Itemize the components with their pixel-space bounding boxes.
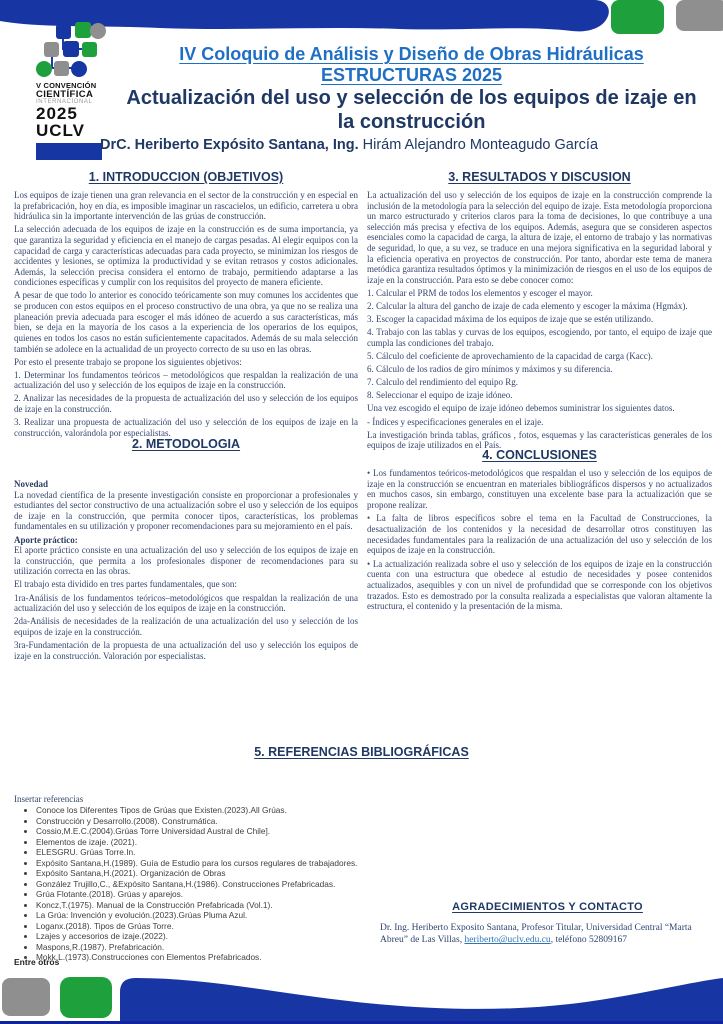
paragraph [14,616,358,637]
green-footer-square [60,977,112,1018]
reference-item: • Maspons,R.(1987). Prefabricación. [36,942,506,952]
section-introduccion [14,170,358,441]
paragraph: 2. Analizar las necesidades de la propuesta de actualización del uso y selección de los equipos de izaje en la construcción. [14,393,358,415]
paragraph: La investigación brinda tablas, gráficos , fotos, esquemas y las características generales de los equipos de izaje utilizados en el País. [367,429,712,451]
paragraph [14,479,358,532]
logo-line-internacional: INTERNACIONAL [36,99,93,106]
logo-squares-icon [36,22,106,80]
paragraph: 7. Calculo del rendimiento del equipo Rg. [367,377,518,388]
email-link[interactable]: heriberto@uclv.edu.cu [464,935,551,946]
logo-line-convencion: V CONVENCIÓN [36,81,97,90]
uclv-convention-logo [36,22,108,160]
reference-item: • Loganx.(2018). Tipos de Grúas Torre. [36,921,506,931]
reference-item: • González Trujillo,C., &Expósito Santana,H.(1986). Construcciones Prefabricadas. [36,879,506,889]
resultados-body [367,190,712,451]
reference-item: • Lzajes y accesorios de izaje.(2022). [36,931,506,941]
paragraph: La selección adecuada de los equipos de izaje en la construcción es de suma importancia, ya que garantiza la seguridad y eficiencia en el manejo de cargas pesadas. Al elegir equipos con la capacidad de carga y características adecuadas para cada proyecto, se minimizan los riesgos de accidentes y lesiones, se optimiza la productividad y se evitan retrasos y costos adicionales. Además, la selección precisa considera el entorno de trabajo, permitiendo adaptarse a las condiciones específicas y cumplir con los requisitos del proyecto de manera eficiente. [14,224,358,288]
reference-item: • ELESGRU. Grúas Torre.In. [36,847,506,857]
paragraph: 4. Trabajo con las tablas y curvas de los equipos, escogiendo, por tanto, el equipo de izaje que cumpla las condiciones del trabajo. [367,327,712,348]
conclusiones-heading: 4. CONCLUSIONES [482,448,597,462]
resultados-heading: 3. RESULTADOS Y DISCUSION [448,170,631,184]
poster-title: Actualización del uso y selección de los equipos de izaje en la construcción [126,87,697,134]
contact-before-email: Dr. Ing. Heriberto Exposito Santana, Profesor Titular, Universidad Central “Marta Abreu” de Las Villas, [380,923,692,946]
paragraph: 5. Cálculo del coeficiente de aprovechamiento de la capacidad de carga (Kacc). [367,351,653,362]
authors-regular: Hirám Alejandro Monteagudo García [358,137,599,153]
referencias-heading: 5. REFERENCIAS BIBLIOGRÁFICAS [254,745,469,759]
paragraph: Una vez escogido el equipo de izaje idóneo debemos suministrar los siguientes datos. [367,403,675,414]
paragraph [14,640,358,661]
logo-line-cientifica: CIENTÍFICA [36,88,94,100]
section-agradecimientos [380,901,715,947]
authors-bold: DrC. Heriberto Expósito Santana, Ing. [100,137,359,153]
authors-line [100,137,700,153]
paragraph [14,593,358,614]
metodologia-heading: 2. METODOLOGIA [131,437,241,451]
logo-blue-bar [36,143,102,160]
paragraph: Los equipos de izaje tienen una gran relevancia en el sector de la construcción y en especial en la prefabricación, hoy en día, es imposible imaginar un rascacielos, un edificio, carretera u obra hidráulica sin la importante intervención de las grúas de construcción. [14,190,358,222]
introduccion-body [14,190,358,438]
reference-item: • Mokk,L.(1973).Construcciones con Elementos Prefabricados. [36,952,506,962]
block-text: La novedad científica de la presente investigación consiste en proporcionar a profesionales y estudiantes del sector constructivo de una actualización sobre el uso y selección de los equipos de izaje en la construcción, que permita conocer tipos, características, los problemas fundamentales en su utilización y proponer recomendaciones para su mejoramiento en el país. [14,489,358,532]
paragraph: La actualización del uso y selección de los equipos de izaje en la construcción comprende la inclusión de la metodología para la selección del equipo de izaje. Esta metodología proporciona un marco estructurado y criterios claros para la toma de decisiones, lo que contribuye a una selección más precisa y efectiva de los equipos. Además, asegura que se consideren aspectos esenciales como la capacidad de carga, la altura de izaje, el entorno de trabajo y las normativas de seguridad, lo que, a su vez, se traduce en una mejora significativa en la seguridad laboral y la eficiencia operativa en proyectos de construcción. Por tanto, abordar este tema de manera metódica garantiza resultados óptimos y la minimización de riesgos en el uso de los equipos de izaje en la construcción. Para esto se debe conocer como: [367,190,712,285]
paragraph: 2. Calcular la altura del gancho de izaje de cada elemento y escoger la máxima (Hgmáx). [367,301,688,312]
metodologia-body [14,479,358,661]
referencias-intro-line: Insertar referencias [14,794,84,804]
paragraph: 8. Seleccionar el equipo de izaje idóneo. [367,390,513,401]
block-text: 1ra-Análisis de los fundamentos teóricos–metodológicos que respaldan la realización de una actualización del uso y selección de los equipos de izaje en la construcción. [14,592,358,614]
reference-item: • La Grúa: Invención y evolución.(2023).Grúas Pluma Azul. [36,910,506,920]
reference-item: • Expósito Santana,H.(1989). Guía de Estudio para los cursos regulares de trabajadores. [36,858,506,868]
section-conclusiones [367,448,712,615]
referencias-outro-line: Entre otros [14,957,60,967]
block-label: Novedad [14,479,49,489]
reference-item: • Construcción y Desarrollo.(2008). Construmática. [36,816,506,826]
paragraph: 3. Realizar una propuesta de actualización del uso y selección de los equipos de izaje en la construcción, valorándola por especialistas. [14,417,358,438]
bullet-paragraph: • La actualización realizada sobre el uso y selección de los equipos de izaje en la construcción cuenta con una estructura que obedece al estudio de necesidades y posee contenidos actualizados, asequibles y con un nivel de profundidad que se corresponde con los objetivos trazados. Esto es demostrado por la consulta realizada a especialistas que valoran altamente la estructura, el contenido y la presentación de la misma. [367,559,712,612]
reference-item: • Koncz,T.(1975). Manual de la Construcción Prefabricada (Vol.1). [36,900,506,910]
logo-text [36,82,108,139]
conference-title: IV Coloquio de Análisis y Diseño de Obras Hidráulicas ESTRUCTURAS 2025 [179,44,644,85]
reference-item: • Cossio,M.E.C.(2004).Grúas Torre Universidad Austral de Chile]. [36,826,506,836]
contact-after-email: , teléfono 52809167 [550,935,627,946]
paragraph: A pesar de que todo lo anterior es conocido teóricamente son muy comunes los accidentes que se producen con estos equipos en el proceso constructivo de una obra, ya que no se realiza una planeación previa adecuada para escoger el más idóneo de acuerdo a sus características, más bien, se deja en la mayoría de los casos a la experiencia de los operarios de los equipos, quienes en todos los casos no están suficientemente capacitados. Además de su mala selección también se adolece en la actualidad de un proyecto correcto de su uso en las obras. [14,290,358,354]
logo-line-2025: 2025 [36,104,78,124]
paragraph: 1. Determinar los fundamentos teóricos – metodológicos que respaldan la realización de una actualización del uso y selección de los equipos de izaje en la construcción. [14,369,358,391]
paragraph [14,579,358,590]
block-text: El aporte práctico consiste en una actualización del uso y selección de los equipos de izaje en la construcción, que permita a los profesionales disponer de recomendaciones para su utilización correcta en las obras. [14,545,358,577]
green-corner-square [611,0,664,34]
gray-corner-square [676,0,723,31]
bullet-paragraph: • La falta de libros específicos sobre el tema en la Facultad de Construcciones, la desactualización de los contenidos y la necesidad de desarrollar otros constituyen las necesidades fundamentales para la realización de una actualización del uso y selección de los equipos de izaje en la construcción. [367,513,712,555]
paragraph: 3. Escoger la capacidad máxima de los equipos de izaje que se estén utilizando. [367,314,654,325]
reference-item: • Grúa Flotante.(2018). Grúas y aparejos. [36,889,506,899]
section-metodologia [14,437,358,664]
block-text: El trabajo esta dividido en tres partes fundamentales, que son: [14,579,237,590]
paragraph: - Índices y especificaciones generales en el izaje. [367,416,544,427]
block-text: 2da-Análisis de necesidades de la realización de una actualización del uso y selección de los equipos de izaje en la construcción. [14,616,358,637]
reference-item: • Expósito Santana,H.(2021). Organización de Obras [36,868,506,878]
bullet-paragraph: • Los fundamentos teóricos-metodológicos que respaldan el uso y selección de los equipos de izaje en la construcción se encuentran en materiales bibliográficos dispersos y no actualizados en muchos casos, sin embargo, constituyen una excelente base para la actualización que se propone realizar. [367,468,712,510]
paragraph: 6. Cálculo de los radios de giro mínimos y máximos y su diferencia. [367,364,613,375]
logo-line-uclv: UCLV [36,121,86,141]
contact-text [380,922,715,947]
paragraph: 1. Calcular el PRM de todos los elementos y escoger el mayor. [367,287,593,298]
reference-item: • Conoce los Diferentes Tipos de Grúas que Existen.(2023).All Grúas. [36,805,506,815]
section-resultados [367,170,712,453]
agradecimientos-heading: AGRADECIMIENTOS Y CONTACTO [452,901,643,913]
gray-footer-square [2,978,50,1016]
reference-item: • Elementos de izaje. (2021). [36,837,506,847]
conclusiones-body [367,468,712,612]
block-label: Aporte práctico: [14,534,78,545]
paragraph [14,535,358,577]
block-text: 3ra-Fundamentación de la propuesta de una actualización del uso y selección los equipos de izaje en la construcción. Valoración por especialistas. [14,640,358,661]
paragraph: Por esto el presente trabajo se propone los siguientes objetivos: [14,356,242,367]
introduccion-heading: 1. INTRODUCCION (OBJETIVOS) [88,170,284,184]
